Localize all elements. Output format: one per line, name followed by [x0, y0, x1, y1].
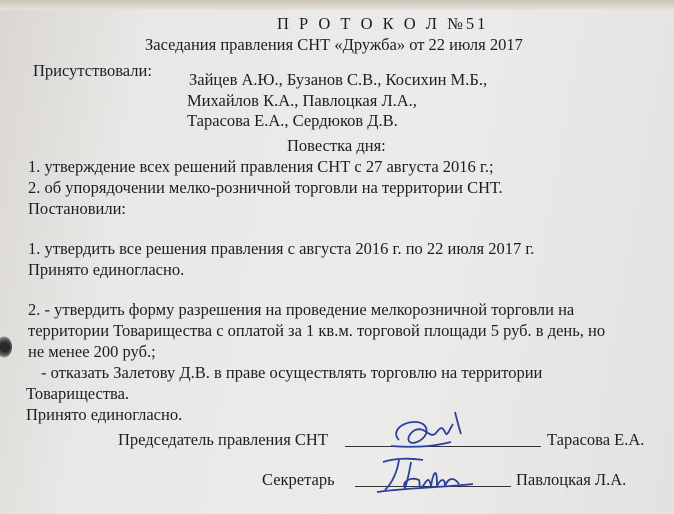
- resolution-line: Товарищества.: [26, 384, 130, 403]
- resolution-item: 1. утвердить все решения правления с августа 2016 г. по 22 июля 2017 г.: [28, 239, 535, 258]
- resolution-line: - отказать Залетову Д.В. в праве осуществлять торговлю на территории: [41, 363, 543, 382]
- agenda-heading: Повестка дня:: [287, 136, 386, 155]
- secretary-role: Секретарь: [262, 470, 335, 489]
- resolution-line: не менее 200 руб.;: [28, 342, 156, 361]
- resolution-item: 2. - утвердить форму разрешения на проведение мелкорозничной торговли на: [28, 300, 575, 319]
- resolution-line: территории Товарищества с оплатой за 1 кв.м. торговой площади 5 руб. в день, но: [28, 321, 606, 340]
- attendees-line: Тарасова Е.А., Сердюков Д.В.: [187, 111, 398, 130]
- secretary-signature: [375, 452, 485, 497]
- attendees-line: Михайлов К.А., Павлоцкая Л.А.,: [187, 91, 417, 110]
- punch-hole: [0, 336, 12, 358]
- agenda-item: 2. об упорядочении мелко-розничной торговли на территории СНТ.: [28, 178, 503, 197]
- paper-top-edge: [0, 0, 674, 10]
- agenda-item: 1. утверждение всех решений правления СНТ с 27 августа 2016 г.;: [28, 157, 494, 176]
- attendees-line: Зайцев А.Ю., Бузанов С.В., Косихин М.Б.,: [189, 70, 488, 89]
- resolved-heading: Постановили:: [28, 199, 126, 218]
- document-title: П Р О Т О К О Л №51: [277, 14, 489, 33]
- document-subtitle: Заседания правления СНТ «Дружба» от 22 июля 2017: [145, 35, 523, 54]
- secretary-name: Павлоцкая Л.А.: [516, 470, 627, 489]
- vote-result: Принято единогласно.: [26, 405, 183, 424]
- vote-result: Принято единогласно.: [28, 260, 185, 279]
- attendees-label: Присутствовали:: [33, 61, 152, 80]
- chair-role: Председатель правления СНТ: [118, 430, 328, 449]
- chair-name: Тарасова Е.А.: [547, 430, 645, 449]
- chair-signature: [385, 402, 475, 452]
